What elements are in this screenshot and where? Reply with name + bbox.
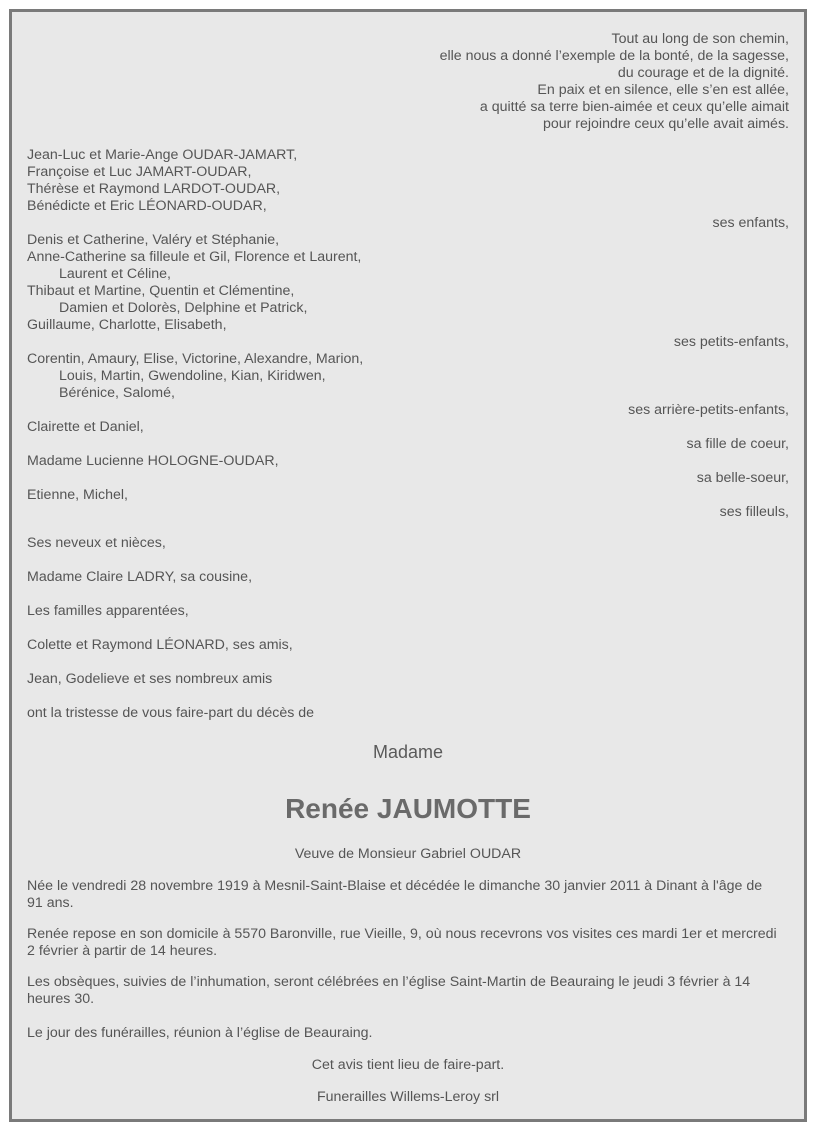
heart-daughter-label: sa fille de coeur, (686, 436, 789, 452)
grandchildren-line: Laurent et Céline, (59, 266, 171, 282)
grandchildren-label: ses petits-enfants, (673, 334, 789, 350)
announcement-line: ont la tristesse de vous faire-part du décès de (27, 705, 315, 721)
funeral-paragraph: Les obsèques, suivies de l’inhumation, seront célébrées en l’église Saint-Martin de Beauraing le jeudi 3 février à 14 heures 30. (27, 974, 751, 1007)
poem-line: elle nous a donné l’exemple de la bonté, de la sagesse, (439, 48, 789, 64)
relatives-line: Colette et Raymond LÉONARD, ses amis, (27, 637, 293, 653)
godsons: Etienne, Michel, (27, 487, 128, 503)
relatives-line: Jean, Godelieve et ses nombreux amis (27, 671, 273, 687)
godsons-label: ses filleuls, (719, 504, 789, 520)
grandchildren-line: Damien et Dolorès, Delphine et Patrick, (59, 300, 308, 316)
children-line: Thérèse et Raymond LARDOT-OUDAR, (27, 181, 281, 197)
children-line: Bénédicte et Eric LÉONARD-OUDAR, (27, 198, 267, 214)
relatives-line: Ses neveux et nièces, (27, 535, 166, 551)
grandchildren-line: Thibaut et Martine, Quentin et Clémentine, (27, 283, 295, 299)
grandchildren-line: Anne-Catherine sa filleule et Gil, Florence et Laurent, (27, 249, 362, 265)
deceased-name: Renée JAUMOTTE (285, 793, 531, 824)
notice-text: Cet avis tient lieu de faire-part. (311, 1057, 505, 1073)
children-line: Jean-Luc et Marie-Ange OUDAR-JAMART, (27, 147, 298, 163)
birth-death-paragraph: Née le vendredi 28 novembre 1919 à Mesnil-Saint-Blaise et décédée le dimanche 30 janvier 2011 à Dinant à l'âge de 91 ans. (27, 878, 763, 911)
relatives-line: Les familles apparentées, (27, 603, 189, 619)
great-grandchildren-label: ses arrière-petits-enfants, (628, 402, 789, 418)
visitation-paragraph: Renée repose en son domicile à 5570 Baronville, rue Vieille, 9, où nous recevrons vos visites ces mardi 1er et mercredi 2 février à partir de 14 heures. (27, 926, 777, 959)
children-label: ses enfants, (712, 215, 789, 231)
poem-line: pour rejoindre ceux qu’elle avait aimés. (542, 116, 789, 132)
poem-line: En paix et en silence, elle s’en est allée, (537, 82, 789, 98)
poem-line: du courage et de la dignité. (617, 65, 789, 81)
great-grandchildren-line: Corentin, Amaury, Elise, Victorine, Alexandre, Marion, (27, 351, 364, 367)
reunion-paragraph: Le jour des funérailles, réunion à l’église de Beauraing. (27, 1025, 373, 1041)
poem-line: Tout au long de son chemin, (611, 31, 789, 47)
sister-in-law: Madame Lucienne HOLOGNE-OUDAR, (27, 453, 279, 469)
great-grandchildren-line: Louis, Martin, Gwendoline, Kian, Kiridwen, (59, 368, 326, 384)
heart-daughter: Clairette et Daniel, (27, 419, 144, 435)
poem-line: a quitté sa terre bien-aimée et ceux qu’elle aimait (479, 99, 789, 115)
widow-of: Veuve de Monsieur Gabriel OUDAR (294, 846, 522, 862)
funeral-home: Funerailles Willems-Leroy srl (316, 1089, 500, 1105)
great-grandchildren-line: Bérénice, Salomé, (59, 385, 175, 401)
relatives-line: Madame Claire LADRY, sa cousine, (27, 569, 253, 585)
grandchildren-line: Denis et Catherine, Valéry et Stéphanie, (27, 232, 280, 248)
children-line: Françoise et Luc JAMART-OUDAR, (27, 164, 252, 180)
grandchildren-line: Guillaume, Charlotte, Elisabeth, (27, 317, 227, 333)
sister-in-law-label: sa belle-soeur, (696, 470, 789, 486)
title-madame: Madame (372, 742, 444, 762)
death-notice-card (9, 9, 807, 1122)
